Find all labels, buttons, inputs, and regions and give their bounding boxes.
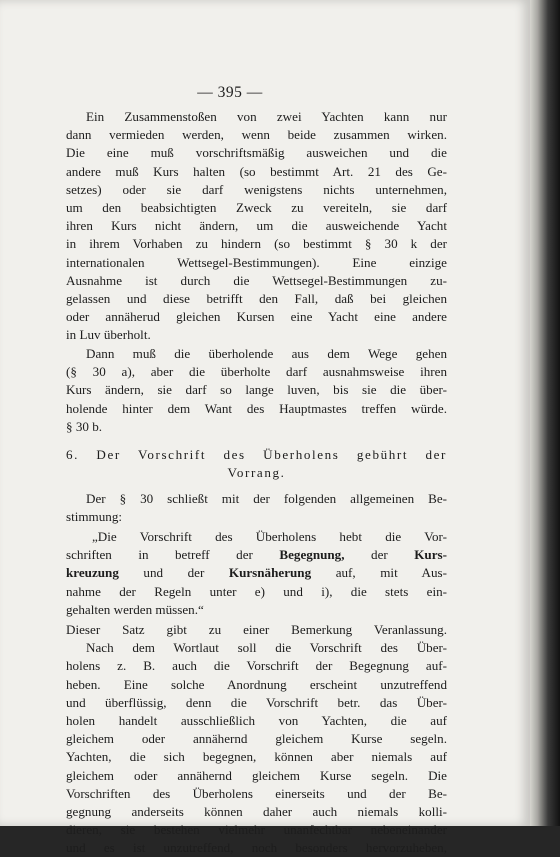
text-line: internationalen Wettsegel-Bestimmungen). Eine einzige bbox=[66, 254, 447, 270]
text-line: gleichem oder annähernd gleichem Kurse segeln. Die bbox=[66, 767, 447, 783]
heading-line: Vorrang. bbox=[227, 465, 286, 481]
text-line: um den beabsichtigten Zweck zu vereiteln, sie darf bbox=[66, 199, 447, 215]
text-line: ihren Kurs nicht ändern, um die ausweichende Yacht bbox=[66, 218, 447, 234]
text-line: und es ist unzutreffend, noch besonders hervorzuheben, bbox=[66, 840, 447, 856]
text-line: Dieser Satz gibt zu einer Bemerkung Veranlassung. bbox=[66, 622, 447, 637]
text-line: setzes) oder sie darf wenigstens nichts unternehmen, bbox=[66, 181, 447, 197]
heading-line: 6. Der Vorschrift des Überholens gebührt der bbox=[66, 447, 447, 462]
text-line: andere muß Kurs halten (so bestimmt Art. 21 des Ge- bbox=[66, 163, 447, 179]
text-line: Vorschriften des Überholens einerseits und der Be- bbox=[66, 785, 447, 801]
quote-line: gehalten werden müssen.“ bbox=[66, 601, 204, 617]
text-line: holende hinter dem Want des Hauptmastes treffen würde. bbox=[66, 400, 447, 416]
text-line: dieren, sie bestehen vielmehr unanfechtbar nebeneinander bbox=[66, 822, 447, 838]
text-line: stimmung: bbox=[66, 509, 123, 525]
text-line: Kurs ändern, sie darf so lange luven, bis sie die über- bbox=[66, 382, 447, 398]
block-quote bbox=[66, 528, 447, 619]
text-line: gegnung anderseits können daher auch niemals kolli- bbox=[66, 803, 447, 819]
paragraph-2 bbox=[66, 345, 447, 436]
text-line: Ein Zusammenstoßen von zwei Yachten kann nur bbox=[86, 109, 447, 124]
text-line: und überflüssig, denn die Vorschrift betr. das Über- bbox=[66, 694, 447, 710]
text-line: heben. Eine solche Anordnung erscheint unzutreffend bbox=[66, 676, 447, 692]
page-number: — 395 — bbox=[197, 84, 263, 101]
quote-line: nahme der Regeln unter e) und i), die stets ein- bbox=[66, 583, 447, 599]
text-line: in Luv überholt. bbox=[66, 327, 151, 343]
text-line: gleichem oder annähernd gleichem Kurse segeln. bbox=[66, 731, 447, 747]
text-line: dann vermieden werden, wenn beide zusammen wirken. bbox=[66, 127, 447, 143]
paragraph-1 bbox=[66, 108, 447, 344]
text-line: Ausnahme ist durch die Wettsegel-Bestimmungen zu- bbox=[66, 272, 447, 288]
text-line: gelassen und diese betrifft den Fall, daß bei gleichen bbox=[66, 290, 447, 306]
text-line: (§ 30 a), aber die überholte darf ausnahmsweise ihren bbox=[66, 364, 447, 380]
text-line: Die eine muß vorschriftsmäßig ausweichen und die bbox=[66, 145, 447, 161]
text-line: oder annäherud gleichen Kursen eine Yacht eine andere bbox=[66, 309, 447, 325]
quote-line: schriften in betreff der Begegnung, der Kurs- bbox=[66, 547, 447, 563]
section-heading bbox=[66, 446, 447, 482]
quote-line: kreuzung und der Kursnäherung auf, mit Aus- bbox=[66, 565, 447, 581]
text-line: Dann muß die überholende aus dem Wege gehen bbox=[86, 346, 447, 361]
text-line: Der § 30 schließt mit der folgenden allgemeinen Be- bbox=[86, 491, 447, 506]
text-line: Yachten, die sich begegnen, können aber niemals auf bbox=[66, 749, 447, 765]
quote-line: „Die Vorschrift des Überholens hebt die Vor- bbox=[92, 529, 447, 544]
text-line: holens z. B. auch die Vorschrift der Begegnung auf- bbox=[66, 658, 447, 674]
paragraph-4 bbox=[66, 621, 447, 857]
paragraph-3 bbox=[66, 490, 447, 526]
text-line: Nach dem Wortlaut soll die Vorschrift des Über- bbox=[86, 640, 447, 656]
book-spine-shadow bbox=[530, 0, 560, 826]
text-line: in ihrem Vorhaben zu hindern (so bestimmt § 30 k der bbox=[66, 236, 447, 252]
text-line: § 30 b. bbox=[66, 418, 103, 434]
text-line: holen handelt ausschließlich von Yachten, die auf bbox=[66, 712, 447, 728]
